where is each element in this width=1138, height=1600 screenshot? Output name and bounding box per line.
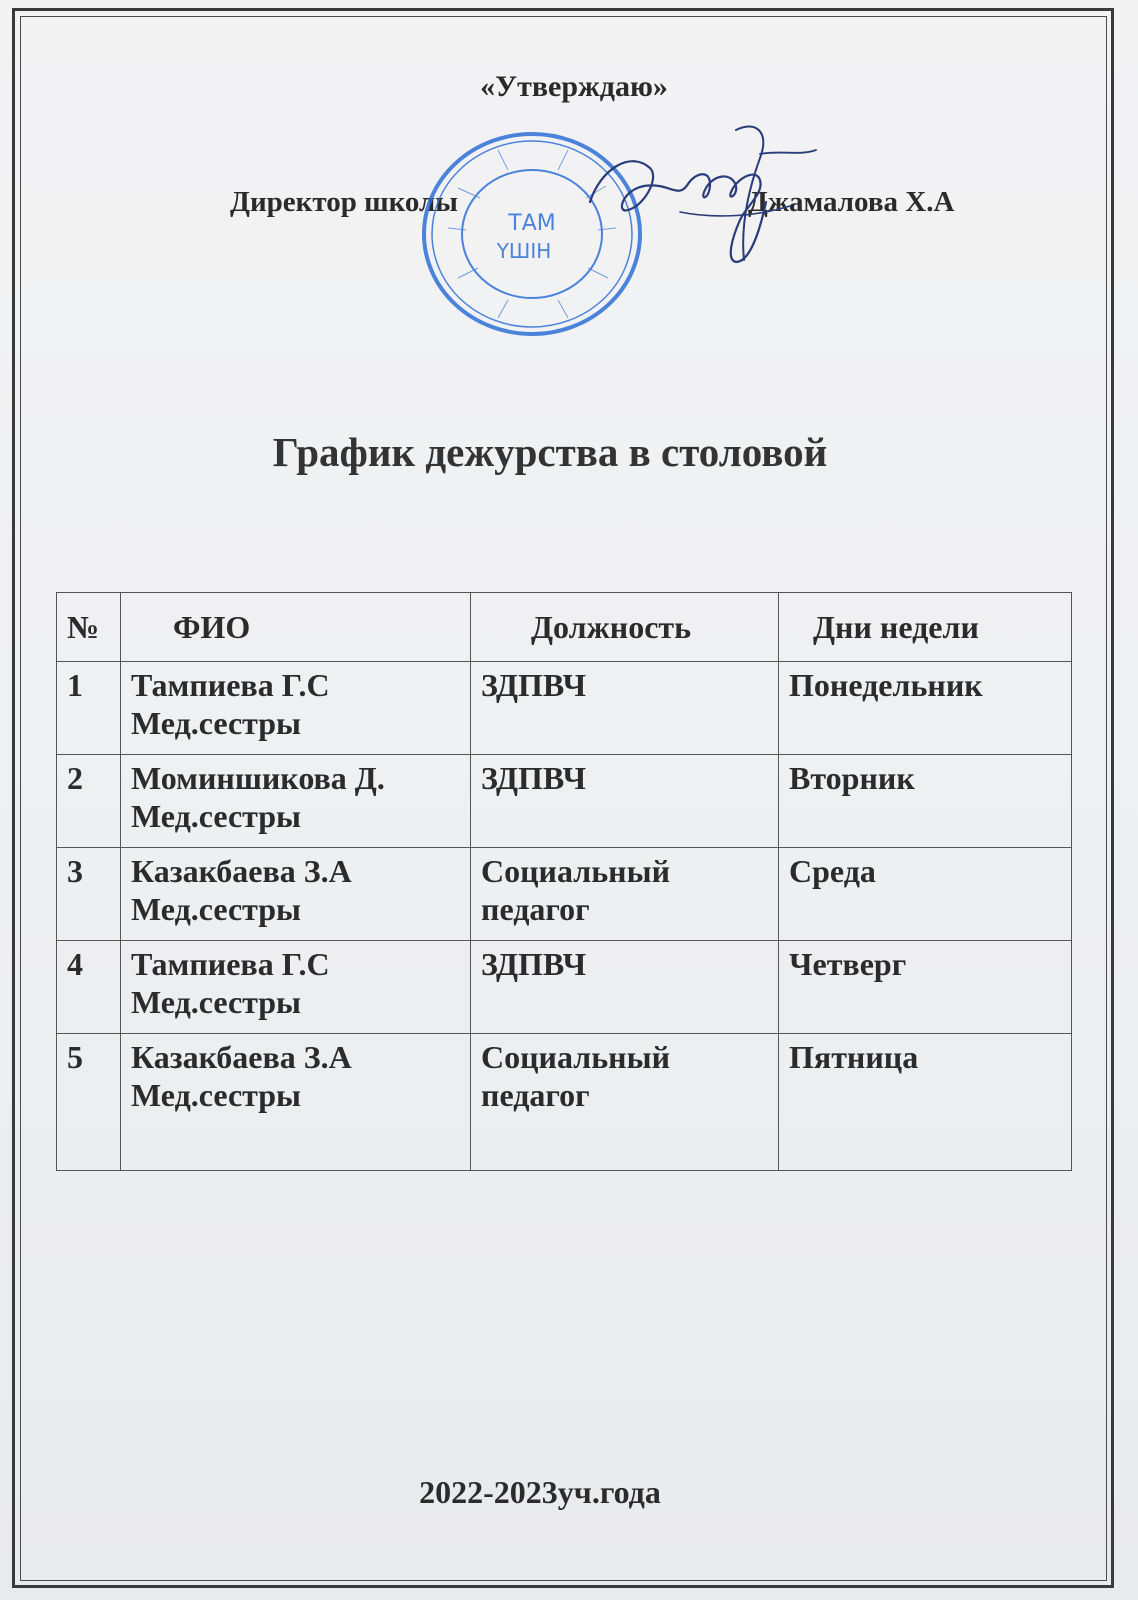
duty-schedule-table (56, 592, 1072, 1171)
row-day: Пятница (779, 1034, 1072, 1171)
signature-icon (560, 110, 830, 280)
document-title: График дежурства в столовой (272, 429, 828, 475)
approval-heading: «Утверждаю» (480, 70, 668, 103)
row-position-cell (471, 1034, 779, 1171)
position-line1: ЗДПВЧ (481, 760, 587, 796)
row-name-cell (121, 941, 471, 1034)
row-day: Четверг (779, 941, 1072, 1034)
position-line2: педагог (481, 891, 590, 927)
academic-year: 2022-2023уч.года (419, 1474, 661, 1510)
row-day: Вторник (779, 755, 1072, 848)
person-name: Тампиева Г.С (131, 946, 330, 982)
header-position: Должность (471, 593, 779, 662)
table-row (57, 1034, 1072, 1171)
table-header-row (57, 593, 1072, 662)
director-name: Джамалова Х.А (748, 186, 955, 218)
row-position-cell (471, 848, 779, 941)
position-line1: ЗДПВЧ (481, 946, 587, 982)
header-day: Дни недели (779, 593, 1072, 662)
row-name-cell (121, 1034, 471, 1171)
row-name-cell (121, 755, 471, 848)
person-role: Мед.сестры (131, 705, 302, 741)
table-row (57, 848, 1072, 941)
position-line2: педагог (481, 1077, 590, 1113)
table-row (57, 755, 1072, 848)
person-name: Казакбаева З.А (131, 853, 352, 889)
person-role: Мед.сестры (131, 798, 302, 834)
row-name-cell (121, 662, 471, 755)
row-number: 1 (57, 662, 121, 755)
person-role: Мед.сестры (131, 1077, 302, 1113)
header-number: № (57, 593, 121, 662)
row-name-cell (121, 848, 471, 941)
position-line1: ЗДПВЧ (481, 667, 587, 703)
row-number: 5 (57, 1034, 121, 1171)
person-role: Мед.сестры (131, 984, 302, 1020)
row-number: 4 (57, 941, 121, 1034)
row-day: Понедельник (779, 662, 1072, 755)
row-position-cell (471, 662, 779, 755)
table-row (57, 662, 1072, 755)
row-number: 3 (57, 848, 121, 941)
seal-center-line1: ТАМ (508, 211, 556, 236)
row-number: 2 (57, 755, 121, 848)
person-name: Тампиева Г.С (131, 667, 330, 703)
person-name: Моминшикова Д. (131, 760, 385, 796)
table-row (57, 941, 1072, 1034)
header-name: ФИО (121, 593, 471, 662)
row-day: Среда (779, 848, 1072, 941)
row-position-cell (471, 941, 779, 1034)
person-role: Мед.сестры (131, 891, 302, 927)
row-position-cell (471, 755, 779, 848)
person-name: Казакбаева З.А (131, 1039, 352, 1075)
position-line1: Социальный (481, 1039, 670, 1075)
director-role: Директор школы (230, 186, 458, 218)
seal-center-line2: ҮШІН (496, 239, 552, 263)
position-line1: Социальный (481, 853, 670, 889)
